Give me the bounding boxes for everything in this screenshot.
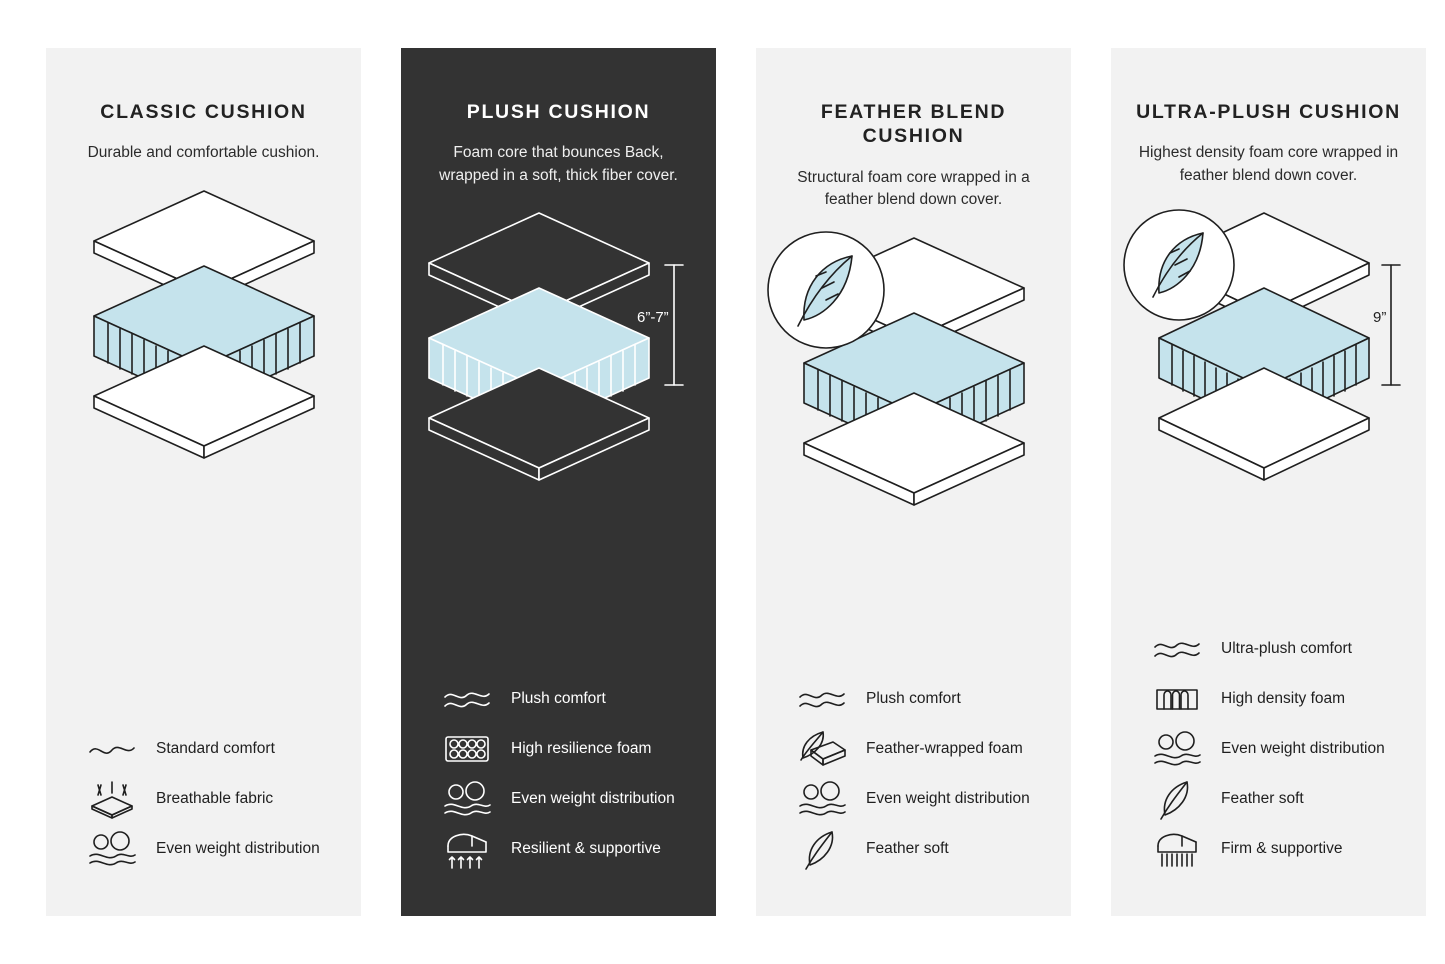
feature-label: Standard comfort <box>156 739 275 757</box>
high-density-foam-icon <box>1149 677 1205 721</box>
page-title: CLASSIC CUSHION <box>100 101 307 123</box>
breathable-fabric-icon <box>84 777 140 821</box>
even-weight-icon <box>794 777 850 821</box>
even-weight-icon <box>84 827 140 871</box>
page-title: ULTRA-PLUSH CUSHION <box>1136 101 1401 123</box>
feature-label: Plush comfort <box>511 689 606 707</box>
page-title: PLUSH CUSHION <box>466 101 651 123</box>
list-item <box>46 824 361 874</box>
feature-label: Feather soft <box>1221 789 1304 807</box>
list-item <box>756 674 1071 724</box>
wave-icon <box>1149 627 1205 671</box>
feature-label: Breathable fabric <box>156 789 274 807</box>
list-item <box>401 724 716 774</box>
cushion-card-plush[interactable] <box>401 48 716 916</box>
list-item <box>46 774 361 824</box>
feature-label: High density foam <box>1221 689 1346 707</box>
feather-icon <box>1149 777 1205 821</box>
honeycomb-foam-icon <box>439 727 495 771</box>
firm-support-icon <box>1149 827 1205 871</box>
feature-label: Feather soft <box>866 839 949 857</box>
list-item <box>46 724 361 774</box>
feature-label: Resilient & supportive <box>511 839 661 857</box>
feather-badge-icon <box>768 232 884 348</box>
feature-label: Even weight distribution <box>511 789 675 807</box>
wave-icon <box>84 727 140 771</box>
cushion-exploded-diagram <box>756 228 1071 528</box>
list-item <box>1111 774 1426 824</box>
feather-icon <box>794 827 850 871</box>
feature-label: Ultra-plush comfort <box>1221 639 1352 657</box>
feather-badge-icon <box>1124 210 1234 320</box>
card-description: Structural foam core wrapped in a feather blend down cover. <box>797 168 1030 209</box>
feature-label: Even weight distribution <box>1221 739 1385 757</box>
feature-label: High resilience foam <box>511 739 652 757</box>
resilient-support-icon <box>439 827 495 871</box>
list-item <box>1111 624 1426 674</box>
list-item <box>1111 674 1426 724</box>
dimension-label: 9” <box>1373 309 1387 327</box>
cushion-exploded-diagram <box>46 181 361 481</box>
cushion-exploded-diagram <box>401 203 716 503</box>
feature-list <box>401 674 716 916</box>
cushion-card-list <box>46 48 1426 916</box>
list-item <box>1111 724 1426 774</box>
feature-label: Even weight distribution <box>156 839 320 857</box>
list-item <box>401 824 716 874</box>
feature-list <box>1111 624 1426 916</box>
list-item <box>1111 824 1426 874</box>
even-weight-icon <box>439 777 495 821</box>
page-title: FEATHER BLEND CUSHION <box>820 101 1007 148</box>
feature-list <box>46 724 361 916</box>
wave-icon <box>794 677 850 721</box>
dimension-label: 6”-7” <box>637 309 669 327</box>
feature-label: Plush comfort <box>866 689 961 707</box>
list-item <box>756 824 1071 874</box>
feature-list <box>756 674 1071 916</box>
card-description: Highest density foam core wrapped in feather blend down cover. <box>1138 144 1399 184</box>
list-item <box>756 724 1071 774</box>
cushion-card-ultra-plush[interactable] <box>1111 48 1426 916</box>
card-description: Foam core that bounces Back, wrapped in a soft, thick fiber cover. <box>439 144 678 184</box>
even-weight-icon <box>1149 727 1205 771</box>
feather-wrapped-foam-icon <box>794 727 850 771</box>
list-item <box>401 774 716 824</box>
cushion-exploded-diagram <box>1111 203 1426 503</box>
feature-label: Firm & supportive <box>1221 839 1343 857</box>
cushion-card-classic[interactable] <box>46 48 361 916</box>
wave-icon <box>439 677 495 721</box>
list-item <box>401 674 716 724</box>
feature-label: Even weight distribution <box>866 789 1030 807</box>
card-description: Durable and comfortable cushion. <box>87 144 320 162</box>
feature-label: Feather-wrapped foam <box>866 739 1023 757</box>
list-item <box>756 774 1071 824</box>
cushion-card-feather-blend[interactable] <box>756 48 1071 916</box>
